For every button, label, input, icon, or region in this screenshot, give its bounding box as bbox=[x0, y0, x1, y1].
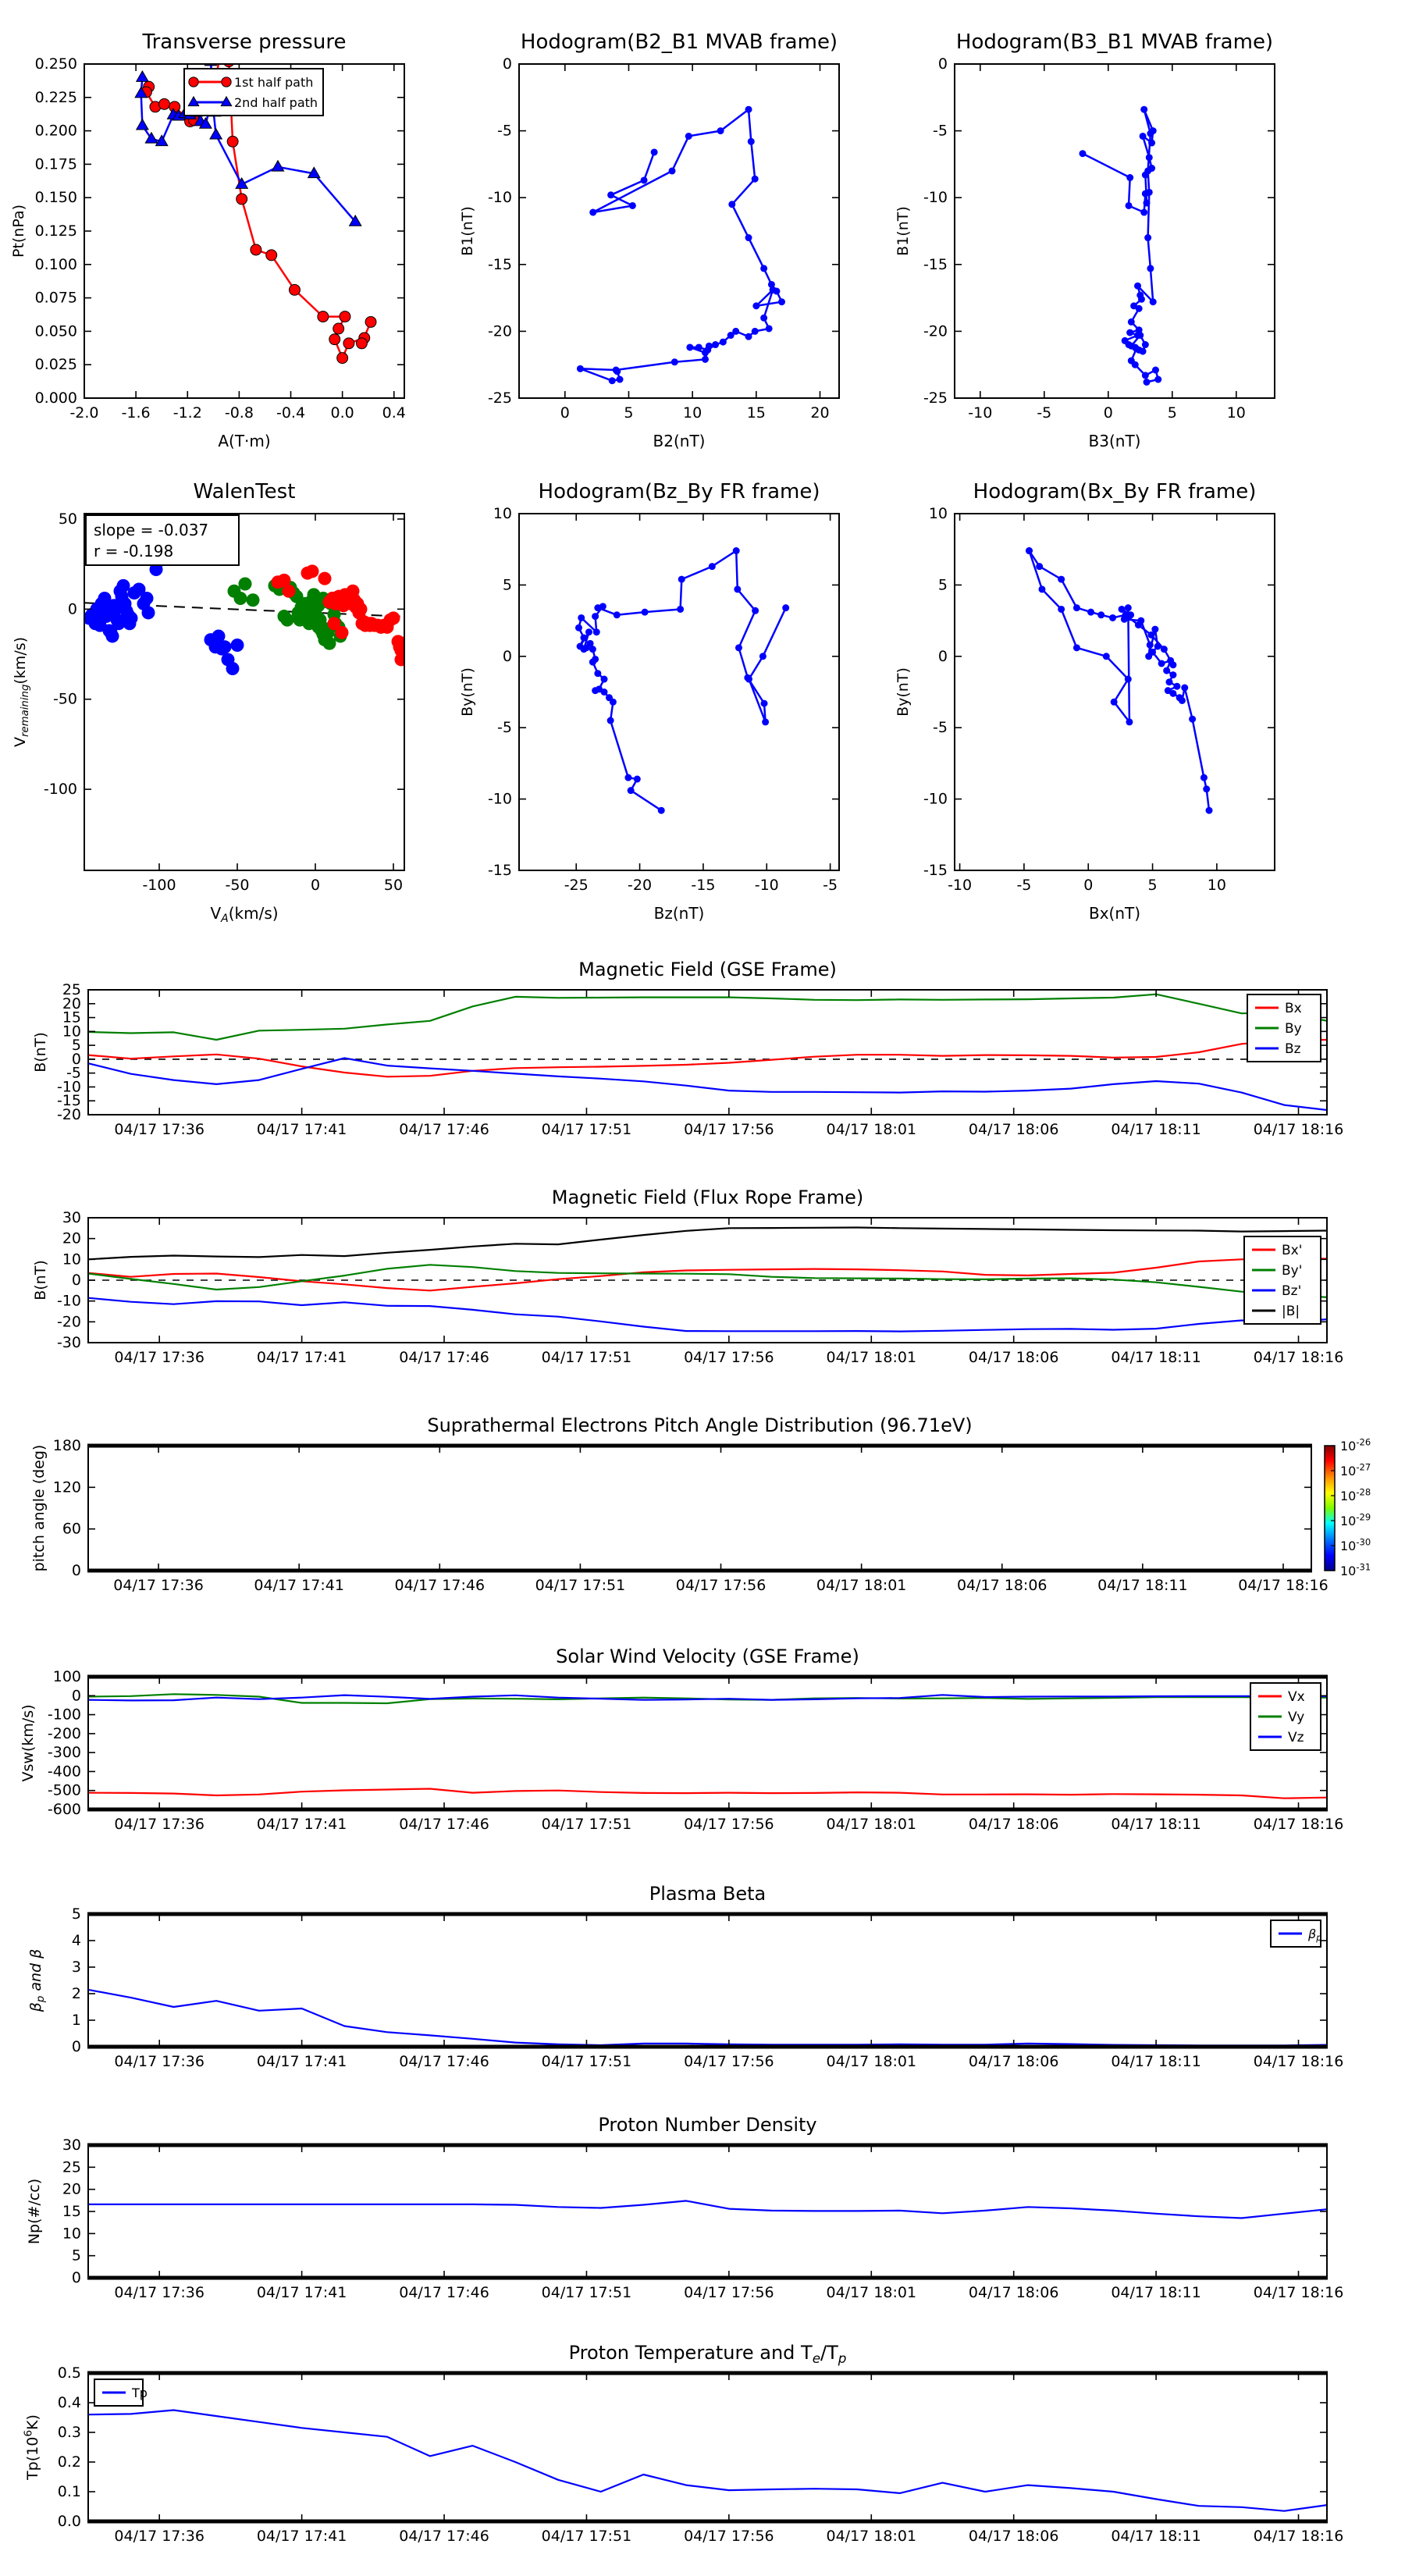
svg-text:Magnetic Field (GSE Frame): Magnetic Field (GSE Frame) bbox=[578, 959, 837, 980]
svg-text:5: 5 bbox=[502, 576, 512, 594]
svg-text:100: 100 bbox=[52, 1668, 81, 1685]
svg-text:04/17 17:51: 04/17 17:51 bbox=[541, 2528, 632, 2545]
svg-text:04/17 17:56: 04/17 17:56 bbox=[684, 2528, 774, 2545]
svg-text:04/17 18:11: 04/17 18:11 bbox=[1111, 1816, 1201, 1833]
svg-text:25: 25 bbox=[62, 981, 81, 998]
svg-text:2: 2 bbox=[71, 1985, 81, 2002]
svg-text:Bz(nT): Bz(nT) bbox=[653, 904, 705, 923]
svg-text:0.0: 0.0 bbox=[330, 404, 354, 422]
svg-text:10: 10 bbox=[493, 505, 512, 522]
svg-text:10: 10 bbox=[928, 505, 948, 522]
svg-text:0.050: 0.050 bbox=[34, 322, 77, 340]
svg-text:0.100: 0.100 bbox=[34, 255, 77, 273]
svg-text:Hodogram(Bx_By FR frame): Hodogram(Bx_By FR frame) bbox=[973, 480, 1257, 503]
svg-text:3: 3 bbox=[71, 1959, 81, 1976]
svg-text:4: 4 bbox=[71, 1932, 81, 1949]
svg-text:10: 10 bbox=[683, 404, 702, 422]
svg-text:1: 1 bbox=[71, 2012, 81, 2029]
svg-text:04/17 17:56: 04/17 17:56 bbox=[684, 1121, 774, 1138]
svg-text:-50: -50 bbox=[52, 690, 77, 708]
svg-text:By: By bbox=[1285, 1021, 1302, 1037]
svg-text:Plasma Beta: Plasma Beta bbox=[649, 1883, 767, 1905]
svg-text:5: 5 bbox=[1167, 404, 1177, 422]
svg-text:0: 0 bbox=[502, 55, 512, 73]
svg-text:04/17 17:41: 04/17 17:41 bbox=[256, 1349, 347, 1366]
svg-text:0: 0 bbox=[1083, 877, 1094, 894]
svg-text:0.1: 0.1 bbox=[57, 2483, 81, 2500]
svg-text:-20: -20 bbox=[628, 877, 653, 894]
svg-text:10-31: $10^{-31}$ bbox=[1340, 1561, 1371, 1578]
svg-text:Tp(106K): $Tp(10^6K)$ bbox=[22, 2414, 41, 2480]
svg-text:B(nT): B(nT) bbox=[32, 1032, 49, 1073]
svg-text:04/17 17:41: 04/17 17:41 bbox=[256, 1121, 347, 1138]
svg-text:180: 180 bbox=[52, 1437, 81, 1454]
svg-text:1st half path: 1st half path bbox=[234, 75, 314, 90]
svg-text:Bz: Bz bbox=[1285, 1041, 1301, 1057]
svg-text:20: 20 bbox=[62, 994, 81, 1012]
svg-text:0.000: 0.000 bbox=[34, 390, 77, 407]
svg-text:0.4: 0.4 bbox=[57, 2394, 81, 2411]
svg-text:VA(km/s): $V_A(km/s)$ bbox=[210, 904, 279, 925]
svg-text:0.4: 0.4 bbox=[382, 404, 406, 422]
svg-text:30: 30 bbox=[62, 1209, 81, 1226]
svg-text:Proton Temperature and Te/Tp: Proton Temperature and Te/Tp bbox=[568, 2342, 847, 2366]
svg-text:By': By' bbox=[1282, 1263, 1303, 1279]
svg-text:B3(nT): B3(nT) bbox=[1088, 432, 1141, 450]
svg-text:-400: -400 bbox=[47, 1763, 81, 1781]
svg-text:-30: -30 bbox=[56, 1334, 81, 1351]
svg-text:-15: -15 bbox=[487, 862, 512, 879]
svg-text:-10: -10 bbox=[56, 1078, 81, 1096]
svg-text:-2.0: -2.0 bbox=[69, 404, 99, 422]
svg-text:By(nT): By(nT) bbox=[459, 667, 476, 717]
svg-text:120: 120 bbox=[52, 1478, 81, 1496]
svg-text:04/17 17:46: 04/17 17:46 bbox=[399, 2053, 489, 2070]
svg-text:10: 10 bbox=[62, 1251, 81, 1268]
svg-text:-25: -25 bbox=[564, 877, 589, 894]
svg-text:04/17 17:51: 04/17 17:51 bbox=[541, 1816, 632, 1833]
svg-text:20: 20 bbox=[62, 1229, 81, 1247]
svg-text:04/17 18:11: 04/17 18:11 bbox=[1111, 1349, 1201, 1366]
svg-text:B1(nT): B1(nT) bbox=[895, 206, 912, 256]
svg-text:-100: -100 bbox=[43, 781, 77, 799]
svg-text:-5: -5 bbox=[933, 719, 948, 737]
svg-text:20: 20 bbox=[810, 404, 830, 422]
svg-text:04/17 18:16: 04/17 18:16 bbox=[1253, 1121, 1344, 1138]
svg-text:04/17 17:41: 04/17 17:41 bbox=[254, 1577, 344, 1594]
svg-text:-10: -10 bbox=[754, 877, 779, 894]
svg-text:04/17 17:36: 04/17 17:36 bbox=[114, 1816, 205, 1833]
svg-text:By(nT): By(nT) bbox=[895, 667, 912, 717]
svg-text:04/17 17:51: 04/17 17:51 bbox=[541, 2284, 632, 2301]
svg-text:04/17 17:56: 04/17 17:56 bbox=[684, 2053, 774, 2070]
svg-text:Vremaining(km/s): Vremaining(km/s) bbox=[12, 636, 31, 748]
svg-text:04/17 18:11: 04/17 18:11 bbox=[1111, 2284, 1201, 2301]
svg-text:04/17 17:56: 04/17 17:56 bbox=[675, 1577, 767, 1594]
svg-text:0.225: 0.225 bbox=[34, 88, 77, 106]
svg-text:-600: -600 bbox=[47, 1801, 81, 1818]
svg-text:10: 10 bbox=[1226, 404, 1246, 422]
svg-text:-15: -15 bbox=[56, 1092, 81, 1110]
svg-text:Vx: Vx bbox=[1288, 1689, 1305, 1705]
svg-text:-5: -5 bbox=[66, 1064, 81, 1082]
svg-text:5: 5 bbox=[71, 2247, 81, 2265]
svg-text:-15: -15 bbox=[487, 255, 512, 273]
svg-text:50: 50 bbox=[383, 877, 404, 894]
svg-text:Bz': Bz' bbox=[1282, 1283, 1302, 1299]
svg-text:-200: -200 bbox=[47, 1724, 81, 1742]
svg-text:Vz: Vz bbox=[1288, 1730, 1304, 1745]
svg-text:04/17 18:06: 04/17 18:06 bbox=[968, 1816, 1059, 1833]
svg-text:-100: -100 bbox=[47, 1706, 81, 1724]
svg-text:04/17 18:11: 04/17 18:11 bbox=[1111, 2053, 1201, 2070]
svg-text:04/17 17:36: 04/17 17:36 bbox=[114, 2053, 205, 2070]
svg-text:04/17 17:51: 04/17 17:51 bbox=[535, 1577, 626, 1594]
svg-text:04/17 17:51: 04/17 17:51 bbox=[541, 1349, 632, 1366]
svg-text:04/17 18:16: 04/17 18:16 bbox=[1253, 2528, 1344, 2545]
svg-text:-10: -10 bbox=[948, 877, 973, 894]
svg-text:-10: -10 bbox=[923, 189, 948, 207]
svg-text:04/17 17:36: 04/17 17:36 bbox=[113, 1577, 204, 1594]
svg-text:Np(#/cc): Np(#/cc) bbox=[26, 2178, 43, 2245]
svg-text:04/17 17:46: 04/17 17:46 bbox=[399, 1816, 489, 1833]
svg-text:B2(nT): B2(nT) bbox=[653, 432, 706, 450]
svg-text:20: 20 bbox=[62, 2180, 81, 2198]
svg-text:βp and β: βp and β bbox=[27, 1948, 47, 2012]
svg-text:Transverse pressure: Transverse pressure bbox=[142, 30, 347, 54]
svg-text:0.150: 0.150 bbox=[34, 189, 77, 207]
svg-text:04/17 17:36: 04/17 17:36 bbox=[114, 2528, 205, 2545]
svg-text:04/17 17:36: 04/17 17:36 bbox=[114, 1349, 205, 1366]
svg-text:-300: -300 bbox=[47, 1744, 81, 1762]
svg-text:-5: -5 bbox=[823, 877, 838, 894]
svg-text:-15: -15 bbox=[923, 862, 948, 879]
svg-text:04/17 18:01: 04/17 18:01 bbox=[826, 2053, 917, 2070]
svg-text:2nd half path: 2nd half path bbox=[234, 95, 318, 110]
svg-text:-15: -15 bbox=[691, 877, 716, 894]
svg-text:B(nT): B(nT) bbox=[32, 1260, 49, 1300]
svg-text:5: 5 bbox=[937, 576, 948, 594]
svg-text:04/17 18:16: 04/17 18:16 bbox=[1253, 2053, 1344, 2070]
svg-text:|B|: |B| bbox=[1282, 1304, 1300, 1319]
svg-text:10-29: $10^{-29}$ bbox=[1340, 1511, 1371, 1528]
svg-text:04/17 17:46: 04/17 17:46 bbox=[399, 2528, 489, 2545]
svg-text:-1.6: -1.6 bbox=[121, 404, 151, 422]
svg-text:04/17 17:51: 04/17 17:51 bbox=[541, 1121, 632, 1138]
svg-text:10: 10 bbox=[1207, 877, 1226, 894]
svg-text:Proton Number Density: Proton Number Density bbox=[598, 2114, 817, 2136]
svg-text:50: 50 bbox=[58, 510, 77, 528]
svg-text:-10: -10 bbox=[487, 790, 512, 808]
svg-text:5: 5 bbox=[1147, 877, 1158, 894]
svg-text:04/17 18:16: 04/17 18:16 bbox=[1253, 1349, 1344, 1366]
svg-text:Solar Wind Velocity (GSE Frame: Solar Wind Velocity (GSE Frame) bbox=[556, 1646, 859, 1667]
svg-text:5: 5 bbox=[71, 1037, 81, 1055]
svg-text:0: 0 bbox=[937, 647, 948, 665]
svg-text:04/17 18:01: 04/17 18:01 bbox=[826, 1349, 917, 1366]
svg-text:0: 0 bbox=[71, 2269, 81, 2286]
svg-text:-5: -5 bbox=[933, 122, 948, 140]
svg-text:04/17 18:06: 04/17 18:06 bbox=[968, 1349, 1059, 1366]
svg-text:04/17 18:01: 04/17 18:01 bbox=[816, 1577, 907, 1594]
svg-text:-10: -10 bbox=[923, 790, 948, 808]
svg-text:-20: -20 bbox=[56, 1106, 81, 1123]
svg-text:A(T·m): A(T·m) bbox=[218, 432, 271, 450]
svg-text:04/17 18:01: 04/17 18:01 bbox=[826, 2284, 917, 2301]
svg-text:-10: -10 bbox=[487, 189, 512, 207]
svg-text:βp: $\beta_p$ bbox=[1308, 1927, 1322, 1944]
svg-text:B1(nT): B1(nT) bbox=[459, 206, 476, 256]
svg-text:-100: -100 bbox=[142, 877, 176, 894]
svg-text:Bx(nT): Bx(nT) bbox=[1088, 904, 1141, 923]
svg-text:5: 5 bbox=[624, 404, 634, 422]
svg-text:04/17 17:46: 04/17 17:46 bbox=[399, 1121, 489, 1138]
svg-text:04/17 17:41: 04/17 17:41 bbox=[256, 2053, 347, 2070]
svg-text:04/17 18:16: 04/17 18:16 bbox=[1253, 2284, 1344, 2301]
svg-text:0: 0 bbox=[502, 647, 512, 665]
svg-text:r = -0.198: r = -0.198 bbox=[94, 542, 174, 560]
svg-text:Hodogram(B3_B1 MVAB frame): Hodogram(B3_B1 MVAB frame) bbox=[955, 30, 1274, 54]
svg-text:04/17 18:06: 04/17 18:06 bbox=[968, 1121, 1059, 1138]
svg-text:-20: -20 bbox=[56, 1313, 81, 1331]
svg-text:slope = -0.037: slope = -0.037 bbox=[94, 521, 209, 539]
svg-text:-5: -5 bbox=[1037, 404, 1052, 422]
svg-text:Bx: Bx bbox=[1285, 1001, 1302, 1016]
svg-text:-500: -500 bbox=[47, 1781, 81, 1799]
svg-text:0.0: 0.0 bbox=[57, 2513, 81, 2530]
svg-text:04/17 17:56: 04/17 17:56 bbox=[684, 1816, 774, 1833]
svg-text:-10: -10 bbox=[56, 1292, 81, 1310]
svg-text:0.2: 0.2 bbox=[57, 2453, 81, 2471]
svg-text:0: 0 bbox=[1103, 404, 1113, 422]
svg-text:60: 60 bbox=[62, 1520, 81, 1538]
svg-text:04/17 18:01: 04/17 18:01 bbox=[826, 1121, 917, 1138]
svg-text:-5: -5 bbox=[497, 122, 512, 140]
svg-text:04/17 17:36: 04/17 17:36 bbox=[114, 1121, 205, 1138]
svg-text:Hodogram(Bz_By FR frame): Hodogram(Bz_By FR frame) bbox=[538, 480, 820, 503]
svg-text:30: 30 bbox=[62, 2137, 81, 2154]
svg-text:10-28: $10^{-28}$ bbox=[1340, 1486, 1371, 1503]
svg-text:0: 0 bbox=[71, 2038, 81, 2055]
svg-text:04/17 17:46: 04/17 17:46 bbox=[394, 1577, 486, 1594]
svg-text:0: 0 bbox=[560, 404, 570, 422]
svg-text:0: 0 bbox=[937, 55, 948, 73]
svg-text:04/17 17:41: 04/17 17:41 bbox=[256, 2284, 347, 2301]
svg-text:0: 0 bbox=[71, 1687, 81, 1705]
svg-text:04/17 18:01: 04/17 18:01 bbox=[826, 2528, 917, 2545]
svg-text:0: 0 bbox=[71, 1562, 81, 1579]
svg-text:10: 10 bbox=[62, 2225, 81, 2243]
svg-text:04/17 18:16: 04/17 18:16 bbox=[1238, 1577, 1329, 1594]
svg-text:Tp: Tp bbox=[132, 2386, 148, 2400]
svg-text:-1.2: -1.2 bbox=[173, 404, 202, 422]
svg-text:0.5: 0.5 bbox=[57, 2364, 81, 2382]
svg-text:-5: -5 bbox=[497, 719, 512, 737]
svg-text:Vy: Vy bbox=[1288, 1710, 1305, 1725]
svg-text:04/17 17:41: 04/17 17:41 bbox=[256, 2528, 347, 2545]
svg-text:04/17 18:11: 04/17 18:11 bbox=[1111, 2528, 1201, 2545]
svg-text:-25: -25 bbox=[923, 390, 948, 407]
svg-text:04/17 18:06: 04/17 18:06 bbox=[968, 2053, 1059, 2070]
svg-text:-20: -20 bbox=[487, 322, 512, 340]
svg-text:04/17 18:01: 04/17 18:01 bbox=[826, 1816, 917, 1833]
svg-text:Vsw(km/s): Vsw(km/s) bbox=[20, 1704, 37, 1782]
svg-text:04/17 18:16: 04/17 18:16 bbox=[1253, 1816, 1344, 1833]
svg-text:-25: -25 bbox=[487, 390, 512, 407]
svg-text:-15: -15 bbox=[923, 255, 948, 273]
svg-text:Magnetic Field (Flux Rope Fram: Magnetic Field (Flux Rope Frame) bbox=[551, 1187, 864, 1208]
svg-text:25: 25 bbox=[62, 2158, 81, 2176]
svg-text:Suprathermal Electrons Pitch A: Suprathermal Electrons Pitch Angle Distribution (96.71eV) bbox=[427, 1414, 973, 1436]
svg-text:-0.8: -0.8 bbox=[224, 404, 254, 422]
svg-text:15: 15 bbox=[746, 404, 766, 422]
svg-text:pitch angle (deg): pitch angle (deg) bbox=[30, 1444, 48, 1572]
svg-text:0.175: 0.175 bbox=[34, 155, 77, 173]
svg-text:10-30: $10^{-30}$ bbox=[1340, 1536, 1371, 1553]
svg-text:-5: -5 bbox=[1016, 877, 1032, 894]
svg-text:10: 10 bbox=[62, 1023, 81, 1041]
svg-text:0.025: 0.025 bbox=[34, 356, 77, 374]
svg-text:0.200: 0.200 bbox=[34, 122, 77, 140]
svg-text:0.3: 0.3 bbox=[57, 2424, 81, 2441]
svg-text:5: 5 bbox=[71, 1905, 81, 1923]
svg-text:-0.4: -0.4 bbox=[276, 404, 306, 422]
svg-text:04/17 18:11: 04/17 18:11 bbox=[1111, 1121, 1201, 1138]
svg-text:04/17 17:36: 04/17 17:36 bbox=[114, 2284, 205, 2301]
svg-text:04/17 18:06: 04/17 18:06 bbox=[956, 1577, 1048, 1594]
svg-text:-50: -50 bbox=[225, 877, 250, 894]
svg-text:04/17 17:56: 04/17 17:56 bbox=[684, 1349, 774, 1366]
svg-text:10-26: $10^{-26}$ bbox=[1340, 1436, 1371, 1453]
svg-text:-10: -10 bbox=[968, 404, 993, 422]
svg-text:10-27: $10^{-27}$ bbox=[1340, 1461, 1371, 1478]
svg-text:04/17 17:56: 04/17 17:56 bbox=[684, 2284, 774, 2301]
svg-text:0: 0 bbox=[310, 877, 321, 894]
svg-text:0.250: 0.250 bbox=[34, 55, 77, 73]
svg-text:04/17 18:11: 04/17 18:11 bbox=[1097, 1577, 1188, 1594]
svg-text:Bx': Bx' bbox=[1282, 1243, 1303, 1258]
svg-text:Hodogram(B2_B1 MVAB frame): Hodogram(B2_B1 MVAB frame) bbox=[520, 30, 838, 54]
svg-text:0: 0 bbox=[71, 1272, 81, 1289]
svg-text:15: 15 bbox=[62, 2203, 81, 2220]
svg-text:0.075: 0.075 bbox=[34, 289, 77, 307]
svg-text:04/17 17:46: 04/17 17:46 bbox=[399, 2284, 489, 2301]
svg-text:04/17 18:06: 04/17 18:06 bbox=[968, 2284, 1059, 2301]
svg-text:0: 0 bbox=[67, 600, 77, 618]
svg-text:15: 15 bbox=[62, 1009, 81, 1026]
svg-text:WalenTest: WalenTest bbox=[193, 480, 296, 503]
svg-text:04/17 18:06: 04/17 18:06 bbox=[968, 2528, 1059, 2545]
svg-text:04/17 17:51: 04/17 17:51 bbox=[541, 2053, 632, 2070]
svg-text:04/17 17:46: 04/17 17:46 bbox=[399, 1349, 489, 1366]
svg-text:0.125: 0.125 bbox=[34, 222, 77, 240]
svg-text:0: 0 bbox=[71, 1050, 81, 1068]
svg-text:04/17 17:41: 04/17 17:41 bbox=[256, 1816, 347, 1833]
svg-text:Pt(nPa): Pt(nPa) bbox=[10, 204, 27, 258]
svg-text:-20: -20 bbox=[923, 322, 948, 340]
